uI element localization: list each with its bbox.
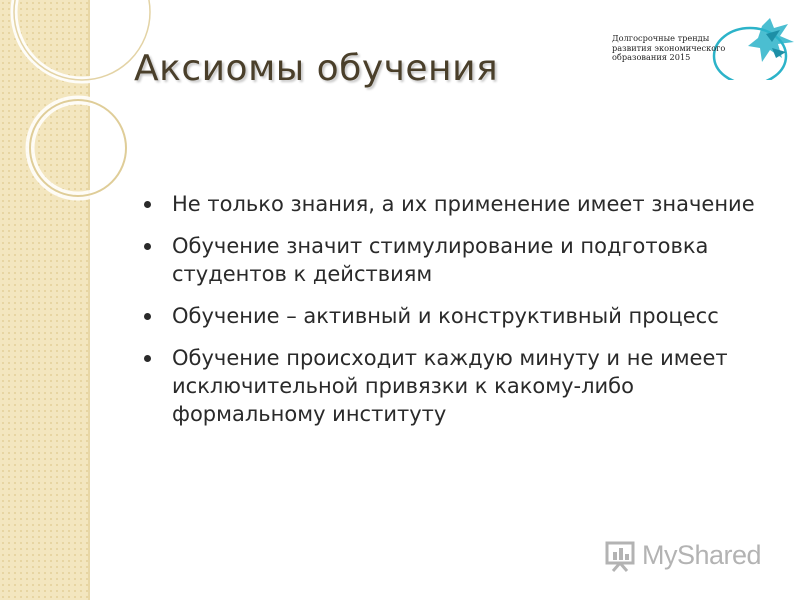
bullet-dot-icon [144, 201, 151, 208]
bullet-item [140, 302, 780, 330]
logo-text: Долгосрочные тренды развития экономического образования 2015 [612, 33, 726, 62]
bullet-item [140, 232, 780, 288]
bullet-dot-icon [144, 243, 151, 250]
bullet-item [140, 344, 780, 428]
bullet-text: Не только знания, а их применение имеет значение [172, 192, 755, 216]
bullet-dot-icon [144, 355, 151, 362]
bullet-text: Обучение происходит каждую минуту и не имеет исключительной привязки к какому-либо формальному институту [172, 346, 728, 426]
bullet-item [140, 190, 780, 218]
presentation-board-icon [604, 540, 638, 572]
bullet-text: Обучение – активный и конструктивный процесс [172, 304, 719, 328]
slide-title: Аксиомы обучения [134, 48, 499, 89]
bullet-text: Обучение значит стимулирование и подготовка студентов к действиям [172, 234, 709, 286]
conference-logo [612, 12, 797, 80]
bullet-dot-icon [144, 313, 151, 320]
watermark-text: MyShared [642, 540, 762, 570]
watermark [604, 538, 774, 574]
bullet-list [140, 190, 780, 442]
